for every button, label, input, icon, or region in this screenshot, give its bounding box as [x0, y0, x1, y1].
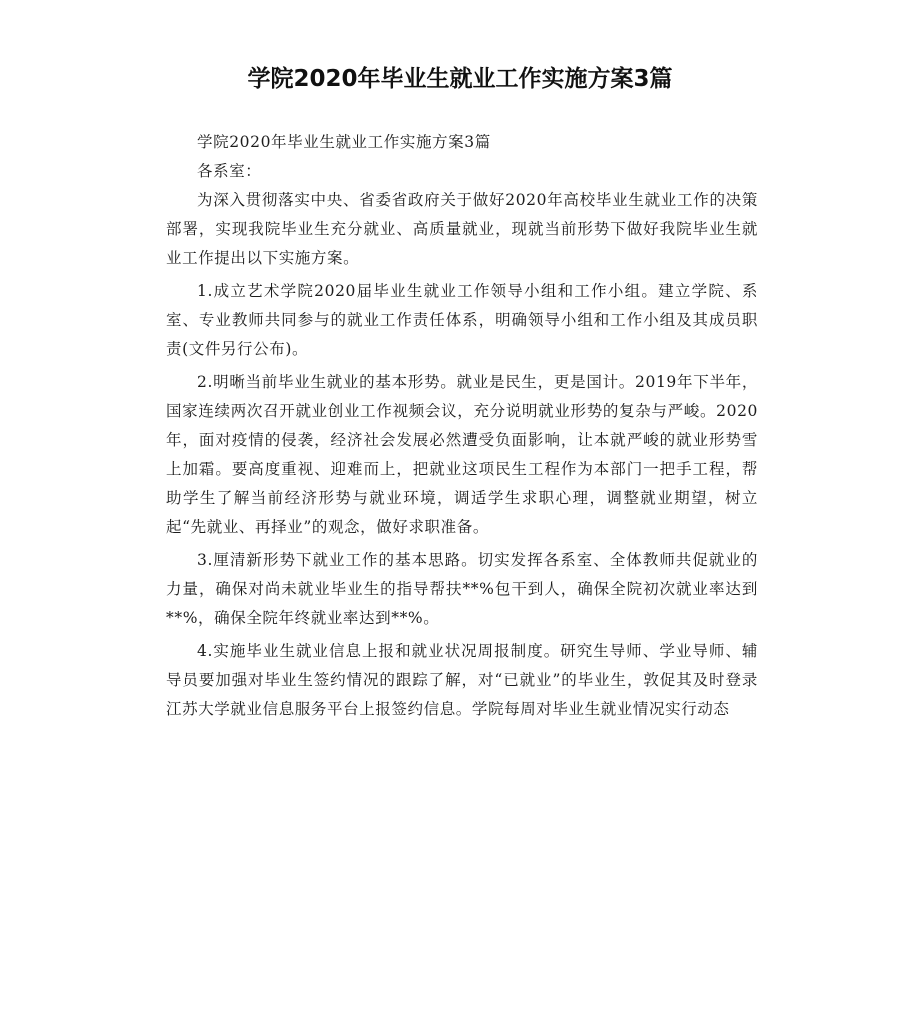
item-1-paragraph: 1.成立艺术学院2020届毕业生就业工作领导小组和工作小组。建立学院、系室、专业教师共同参与的就业工作责任体系，明确领导小组和工作小组及其成员职责(文件另行公布)。: [166, 282, 758, 358]
document-body: [166, 128, 758, 724]
item-4-paragraph: 4.实施毕业生就业信息上报和就业状况周报制度。研究生导师、学业导师、辅导员要加强对毕业生签约情况的跟踪了解，对“已就业”的毕业生，敦促其及时登录江苏大学就业信息服务平台上报签约信息。学院每周对毕业生就业情况实行动态: [166, 642, 758, 718]
document-title: 学院2020年毕业生就业工作实施方案3篇: [247, 66, 673, 92]
salutation-paragraph: 各系室：: [197, 162, 262, 180]
item-2-paragraph: 2.明晰当前毕业生就业的基本形势。就业是民生，更是国计。2019年下半年，国家连续两次召开就业创业工作视频会议，充分说明就业形势的复杂与严峻。2020年，面对疫情的侵袭，经济社会发展必然遭受负面影响，让本就严峻的就业形势雪上加霜。要高度重视、迎难而上，把就业这项民生工程作为本部门一把手工程，帮助学生了解当前经济形势与就业环境，调适学生求职心理，调整就业期望，树立起“先就业、再择业”的观念，做好求职准备。: [166, 373, 758, 536]
item-3-paragraph: 3.厘清新形势下就业工作的基本思路。切实发挥各系室、全体教师共促就业的力量，确保对尚未就业毕业生的指导帮扶**%包干到人，确保全院初次就业率达到**%，确保全院年终就业率达到**%。: [166, 551, 758, 627]
intro-paragraph: 为深入贯彻落实中央、省委省政府关于做好2020年高校毕业生就业工作的决策部署，实现我院毕业生充分就业、高质量就业，现就当前形势下做好我院毕业生就业工作提出以下实施方案。: [166, 191, 758, 267]
subtitle-paragraph: 学院2020年毕业生就业工作实施方案3篇: [197, 133, 491, 151]
